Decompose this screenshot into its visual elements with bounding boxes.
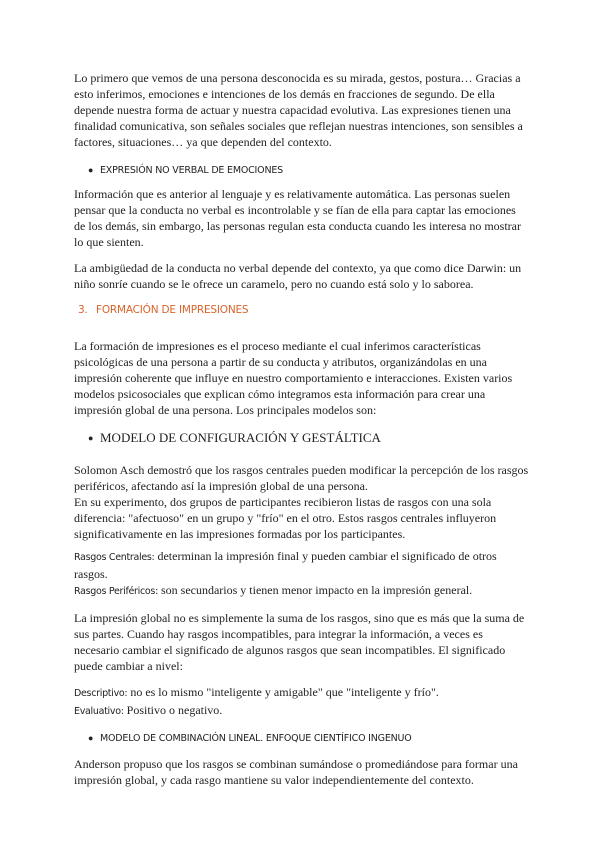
descriptivo-label: Descriptivo: <box>74 688 128 699</box>
bullet-icon: ● <box>88 165 94 175</box>
rasgos-perifericos-line <box>74 582 530 600</box>
rasgos-perifericos-text: son secundarios y tienen menor impacto en la impresión general. <box>157 583 473 597</box>
heading-gestalt: MODELO DE CONFIGURACIÓN Y GESTÁLTICA <box>100 430 381 445</box>
evaluativo-line <box>74 702 530 720</box>
section-heading-3 <box>74 304 530 316</box>
rasgos-perifericos-label: Rasgos Periféricos: <box>74 586 158 597</box>
rasgos-centrales-label: Rasgos Centrales: <box>74 552 155 563</box>
gestalt-paragraph-1a: Solomon Asch demostró que los rasgos centrales pueden modificar la percepción de los rasgos periféricos, afectando así la impresión global de una persona. <box>74 463 529 493</box>
intro-paragraph: Lo primero que vemos de una persona desconocida es su mirada, gestos, postura… Gracias a esto inferimos, emociones e intenciones de los demás en fracciones de segundo. De ella depende nuestra forma de actuar y nuestra capacidad evolutiva. Las expresiones tienen una finalidad comunicativa, son señales sociales que reflejan nuestras intenciones, son sensibles a factores, situaciones… ya que dependen del contexto. <box>74 71 523 149</box>
bullet-heading-lineal <box>74 730 530 746</box>
rasgos-centrales-line <box>74 548 530 582</box>
gestalt-paragraph-1b: En su experimento, dos grupos de participantes recibieron listas de rasgos con una sola diferencia: "afectuoso" en un grupo y "frío" en el otro. Estos rasgos centrales influyeron significativamente en las impresiones formadas por los participantes. <box>74 495 497 541</box>
bullet-icon: ● <box>88 733 94 743</box>
expresion-paragraph-1: Información que es anterior al lenguaje y es relativamente automática. Las personas suelen pensar que la conducta no verbal es incontrolable y se fían de ella para captar las emociones de los demás, sin embargo, las personas regulan esta conducta cuando les interesa no mostrar lo que sienten. <box>74 187 521 249</box>
rasgos-centrales-text: determinan la impresión final y pueden cambiar el significado de otros rasgos. <box>74 549 497 581</box>
section-title: FORMACIÓN DE IMPRESIONES <box>96 304 249 316</box>
section3-intro: La formación de impresiones es el proceso mediante el cual inferimos características psicológicas de una persona a partir de su conducta y atributos, organizándolas en una impresión coherente que influye en nuestro comportamiento e interacciones. Existen varios modelos psicosociales que explican cómo integramos esta información para crear una impresión global de una persona. Los principales modelos son: <box>74 339 513 417</box>
bullet-heading-expresion <box>74 162 530 178</box>
document-page <box>74 70 530 788</box>
descriptivo-text: no es lo mismo "inteligente y amigable" que "inteligente y frío". <box>127 685 439 699</box>
bullet-heading-gestalt <box>74 430 530 446</box>
evaluativo-label: Evaluativo: <box>74 706 124 717</box>
evaluativo-text: Positivo o negativo. <box>123 703 223 717</box>
bullet-icon: ● <box>88 433 94 443</box>
heading-lineal: MODELO DE COMBINACIÓN LINEAL. ENFOQUE CIENTÍFICO INGENUO <box>100 732 412 744</box>
lineal-paragraph-1: Anderson propuso que los rasgos se combinan sumándose o promediándose para formar una impresión global, y cada rasgo mantiene su valor independientemente del contexto. <box>74 757 518 787</box>
gestalt-paragraph-3: La impresión global no es simplemente la suma de los rasgos, sino que es más que la suma de sus partes. Cuando hay rasgos incompatibles, para integrar la información, a veces es necesario cambiar el significado de algunos rasgos que sean incompatibles. El significado puede cambiar a nivel: <box>74 611 525 673</box>
heading-expresion: EXPRESIÓN NO VERBAL DE EMOCIONES <box>100 164 283 176</box>
descriptivo-line <box>74 684 530 702</box>
section-number: 3. <box>78 304 88 316</box>
expresion-paragraph-2: La ambigüedad de la conducta no verbal depende del contexto, ya que como dice Darwin: un niño sonríe cuando se le ofrece un caramelo, pero no cuando está solo y lo saborea. <box>74 261 522 291</box>
